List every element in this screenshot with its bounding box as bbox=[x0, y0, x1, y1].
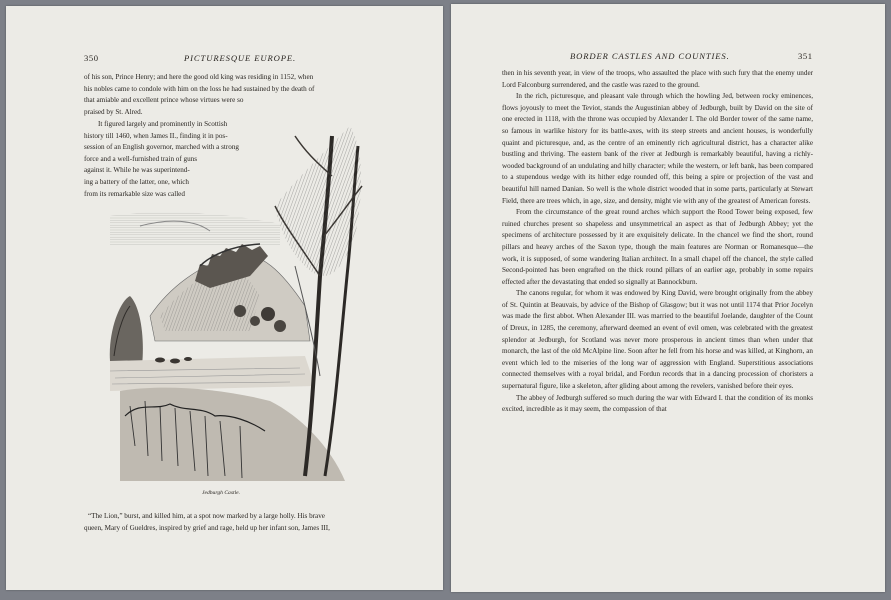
right-page bbox=[451, 4, 885, 592]
running-head: BORDER CASTLES AND COUNTIES. bbox=[570, 51, 730, 61]
text-line: ing a battery of the latter, one, which bbox=[84, 177, 189, 186]
text-line: It figured largely and prominently in Scottish bbox=[98, 120, 228, 128]
text-line: session of an English governor, marched with a strong bbox=[84, 143, 239, 152]
text-line: from its remarkable size was called bbox=[84, 189, 185, 198]
text-line: that amiable and excellent prince whose virtues were so bbox=[84, 96, 244, 105]
text-line: history till 1460, when James II., finding it in pos- bbox=[84, 131, 228, 140]
text-line: praised by St. Alred. bbox=[84, 107, 143, 116]
illustration-caption: Jedburgh Castle. bbox=[202, 490, 241, 496]
paragraph: From the circumstance of the great round arches which support the Rood Tower being exposed, few ruined churches present so shapeless and unsymmetrical an aspect as that of Jedburgh Abbey; yet the specimens of architecture possessed by it are exquisitely delicate. In the chancel we find the short, round pillars and heavy arches of the Saxon type, though the main features are Norman or Romanesque—the work, it is supposed, of some wandering Italian architect. In a small chapel off the chancel, the style called Second-pointed has been engrafted on the thick round pillars of an earlier age, probably in some repairs effected after the devastating that ended so signally at Bannockburn. bbox=[502, 208, 813, 286]
paragraph: The canons regular, for whom it was endowed by King David, were brought originally from the abbey of St. Quintin at Beauvais, by advice of the Bishop of Glasgow; but it was not until 1174 that Prior Jocelyn was made the first abbot. When Alexander III. was married to the beautiful Joelande, daughter of the Count of Dreux, in 1285, the ceremony, afterward deemed an event of evil omen, was celebrated with the greatest splendor at Jedburgh, for Scotland was never more prosperous in ancient times than when under that monarch, the last of the old McAlpine line. Soon after he fell from his horse and was killed, at Kinghorn, an event which led to the miseries of the long war of aggression with England. Superstitious associations connected themselves with a royal bridal, and Fordun records that in a dancing procession of choristers a supernatural figure, like a skeleton, after gliding about among the revelers, vanished before their eyes. bbox=[502, 289, 813, 391]
paragraph: The abbey of Jedburgh suffered so much during the war with Edward I. that the condition of its monks excited, incredible as it may seem, the compassion of that bbox=[502, 393, 813, 414]
text-line: queen, Mary of Gueldres, inspired by grief and rage, held up her infant son, James III, bbox=[84, 523, 330, 532]
paragraph: then in his seventh year, in view of the troops, who assaulted the place with such fury that the enemy under Lord Falconburg surrendered, and the castle was razed to the ground. bbox=[502, 69, 813, 89]
engraving-illustration bbox=[100, 116, 365, 484]
top-text bbox=[84, 72, 393, 118]
left-page bbox=[6, 6, 443, 590]
text-line: “The Lion,” burst, and killed him, at a spot now marked by a large holly. His brave bbox=[88, 512, 325, 520]
text-line: his nobles came to condole with him on the loss he had sustained by the death of bbox=[84, 84, 315, 93]
text-line: against it. While he was superintend- bbox=[84, 166, 190, 175]
page-number: 350 bbox=[84, 53, 99, 63]
text-line: of his son, Prince Henry; and here the good old king was residing in 1152, when bbox=[84, 73, 314, 81]
page-number: 351 bbox=[798, 51, 813, 61]
body-text bbox=[502, 68, 813, 416]
bottom-text bbox=[84, 511, 396, 534]
running-head: PICTURESQUE EUROPE. bbox=[184, 53, 297, 63]
paragraph: In the rich, picturesque, and pleasant vale through which the howling Jed, between rocky eminences, flows joyously to meet the Teviot, stands the Augustinian abbey of Jedburgh, built by David on the site of one erected in 1118, with the throne was occupied by Alexander I. The old Border tower of the same name, so famous in warlike history for its battle-axes, with its steep streets and ancient houses, is wonderfully quaint and picturesque, and, as the centre of an eminently rich agricultural district, has a character alike bustling and thriving. The eastern bank of the river at Jedburgh is remarkably beautiful, having a richly-wooded background of an undulating and hilly character; while the western, or left bank, has been compared to a stupendous wedge with its hither edge rounded off, this being a spire or projection of the vast and beautiful hill named Danian. So well is the whole district wooded that in some parts, particularly at Stewart Field, there are trees which, in age, size, and density, might vie with any of the greatest of American forests. bbox=[502, 92, 813, 205]
text-line: force and a well-furnished train of guns bbox=[84, 154, 198, 163]
